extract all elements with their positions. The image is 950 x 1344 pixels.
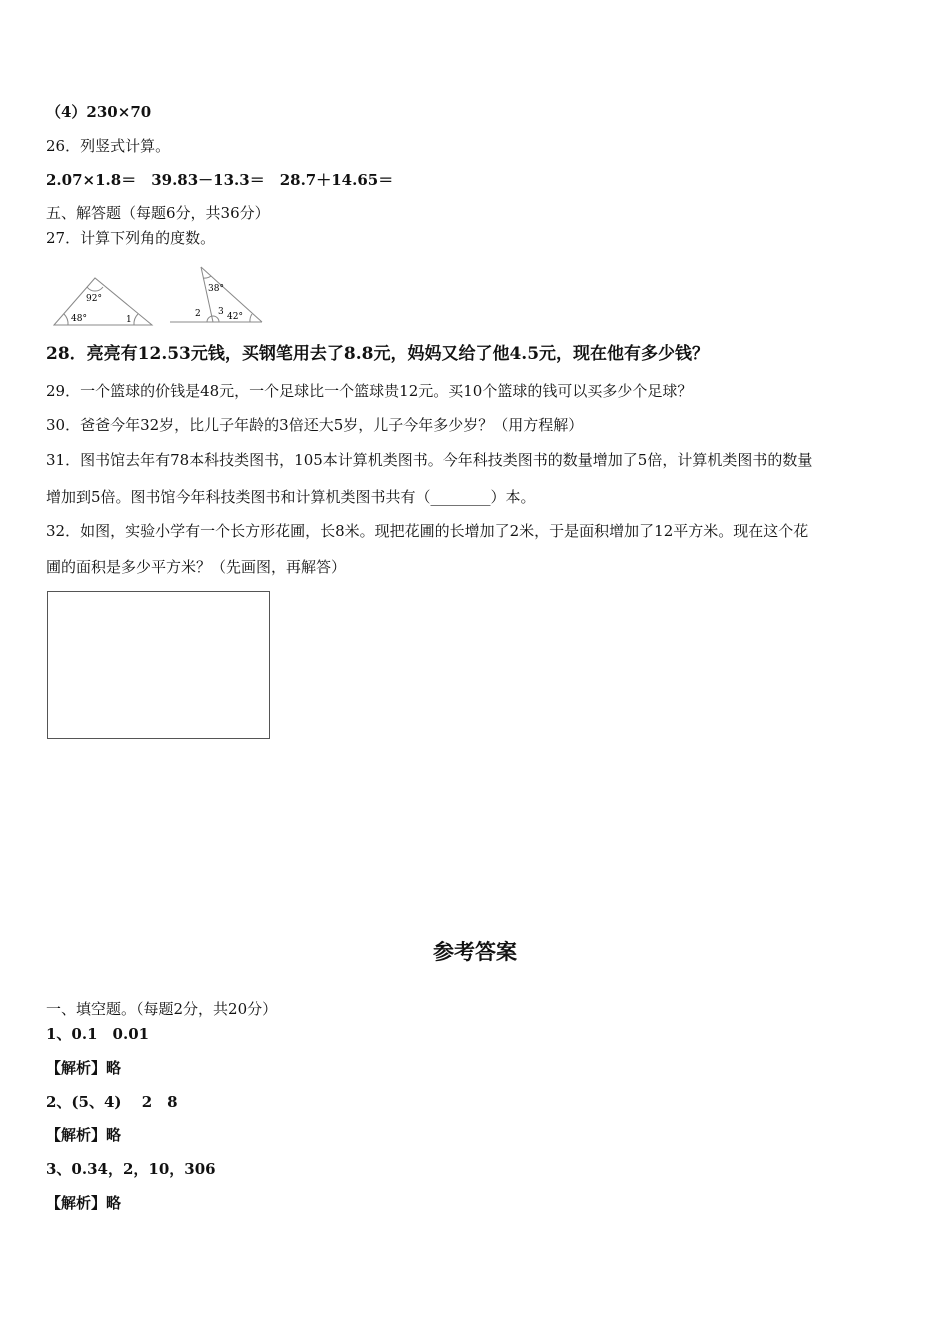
q26-heading: 26．列竖式计算。 xyxy=(46,137,171,155)
q30: 30．爸爸今年32岁，比儿子年龄的3倍还大5岁，儿子今年多少岁？（用方程解） xyxy=(46,416,584,434)
q26-items: 2.07×1.8＝ 39.83－13.3＝ 28.7＋14.65＝ xyxy=(46,171,394,189)
q32-line2: 圃的面积是多少平方米？（先画图，再解答） xyxy=(46,558,347,576)
answer-2-note: 【解析】略 xyxy=(46,1126,122,1144)
fig2-right-angle: 42° xyxy=(227,312,243,322)
answers-section1: 一、填空题。（每题2分，共20分） xyxy=(46,1000,278,1018)
fig2-angle-3: 3 xyxy=(218,307,224,317)
answer-1: 1、0.1 0.01 xyxy=(46,1025,150,1043)
answers-title: 参考答案 xyxy=(433,940,517,964)
drawing-box xyxy=(47,591,270,739)
q31-line1: 31．图书馆去年有78本科技类图书，105本计算机类图书。今年科技类图书的数量增加了5倍，计算机类图书的数量 xyxy=(46,451,813,469)
fig1-left-angle: 48° xyxy=(71,314,87,324)
answer-3-note: 【解析】略 xyxy=(46,1194,122,1212)
q25-item-4: （4）230×70 xyxy=(46,103,152,121)
fig2-top-angle: 38° xyxy=(208,284,224,294)
q29: 29．一个篮球的价钱是48元，一个足球比一个篮球贵12元。买10个篮球的钱可以买多少个足球？ xyxy=(46,382,693,400)
q32-line1: 32．如图，实验小学有一个长方形花圃，长8米。现把花圃的长增加了2米，于是面积增加了12平方米。现在这个花 xyxy=(46,522,809,540)
q27-heading: 27．计算下列角的度数。 xyxy=(46,229,216,247)
fig1-top-angle: 92° xyxy=(86,294,102,304)
fig2-angle-2: 2 xyxy=(195,309,201,319)
q31-line2: 增加到5倍。图书馆今年科技类图书和计算机类图书共有（________）本。 xyxy=(46,488,536,506)
section5-heading: 五、解答题（每题6分，共36分） xyxy=(46,204,270,222)
q28: 28．亮亮有12.53元钱，买钢笔用去了8.8元，妈妈又给了他4.5元，现在他有多少钱？ xyxy=(46,344,710,364)
answer-3: 3、0.34，2，10，306 xyxy=(46,1160,216,1178)
fig1-right-angle: 1 xyxy=(126,315,132,325)
triangle-figure-2 xyxy=(168,264,266,328)
answer-1-note: 【解析】略 xyxy=(46,1059,122,1077)
answer-2: 2、(5、4) 2 8 xyxy=(46,1093,178,1111)
triangle-figure-1 xyxy=(50,272,156,328)
